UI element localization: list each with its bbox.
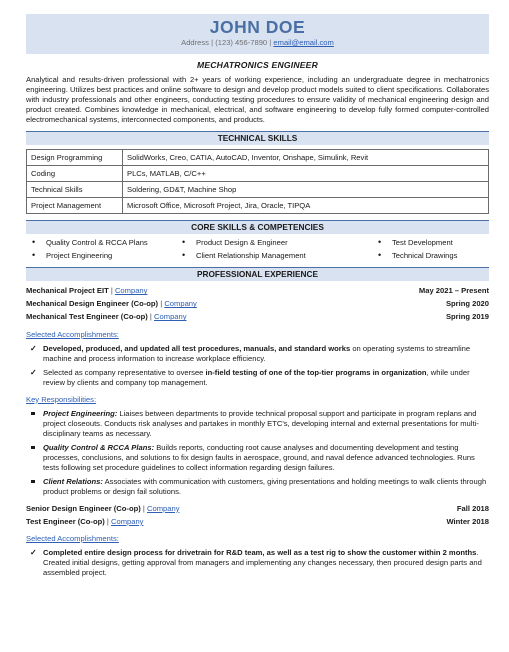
company-link[interactable]: Company <box>114 286 148 296</box>
section-heading-competencies: CORE SKILLS & COMPETENCIES <box>26 220 489 234</box>
list-item: • Project Engineering <box>32 251 182 261</box>
job-title: Mechanical Design Engineer (Co-op) <box>26 299 159 309</box>
skill-label: Technical Skills <box>27 182 123 198</box>
job-date: Winter 2018 <box>446 516 489 526</box>
list-item: • Product Design & Engineer <box>182 238 378 248</box>
key-responsibilities-label: Key Responsibilities: <box>26 394 97 404</box>
job-title: MECHATRONICS ENGINEER <box>196 60 319 70</box>
table-row <box>27 198 489 214</box>
check-icon: ✓ <box>30 547 37 557</box>
accomplishment-bold: Developed, produced, and updated all test procedures, manuals, and standard works <box>43 343 351 353</box>
address: Address <box>181 38 209 47</box>
job-row <box>26 517 489 527</box>
email-link[interactable]: email@email.com <box>273 38 334 47</box>
competencies-list <box>26 238 489 261</box>
separator: | <box>160 299 163 309</box>
technical-skills-table <box>26 149 489 214</box>
job-row <box>26 299 489 309</box>
skill-label: Design Programming <box>27 150 123 166</box>
separator: | <box>142 503 145 513</box>
contact-separator: | <box>269 38 272 47</box>
check-icon: ✓ <box>30 367 37 377</box>
selected-accomplishments-label: Selected Accomplishments: <box>26 329 119 339</box>
job-title: Senior Design Engineer (Co-op) <box>26 503 141 513</box>
responsibility-item <box>26 409 489 439</box>
job-title: Mechanical Test Engineer (Co-op) <box>26 312 148 322</box>
list-item: • Technical Drawings <box>378 251 489 261</box>
skill-value: SolidWorks, Creo, CATIA, AutoCAD, Inventor, Onshape, Simulink, Revit <box>123 150 489 166</box>
list-item: • Test Development <box>378 238 489 248</box>
skill-value: Soldering, GD&T, Machine Shop <box>123 182 489 198</box>
company-link[interactable]: Company <box>154 312 187 322</box>
responsibility-heading: Client Relations: <box>43 476 103 486</box>
accomplishment-item <box>26 368 489 388</box>
separator: | <box>106 516 109 526</box>
job-row <box>26 312 489 322</box>
contact-line <box>26 38 489 48</box>
table-row <box>27 150 489 166</box>
accomplishment-text: . Created initial designs, getting approval from managers and implementing any changes necessary, then procured design parts and assembled project. <box>43 547 482 577</box>
check-icon: ✓ <box>30 343 37 353</box>
list-item: • Client Relationship Management <box>182 251 378 261</box>
accomplishment-text: Selected as company representative to oversee <box>43 367 206 377</box>
company-link[interactable]: Company <box>110 516 144 526</box>
job-group-1 <box>26 286 489 322</box>
responsibility-heading: Quality Control & RCCA Plans: <box>43 442 155 452</box>
job-group-2 <box>26 504 489 527</box>
responsibility-item <box>26 443 489 473</box>
skill-label: Coding <box>27 166 123 182</box>
table-row <box>27 182 489 198</box>
selected-accomplishments-label: Selected Accomplishments: <box>26 533 119 543</box>
skill-value: Microsoft Office, Microsoft Project, Jira, Oracle, TIPQA <box>123 198 489 214</box>
responsibility-text: Associates with communication with customers, giving presentations and holding meetings to walk clients through product problems or design fail solutions. <box>43 476 487 496</box>
accomplishment-bold: in-field testing of one of the top-tier programs in organization <box>205 367 427 377</box>
accomplishment-text: on operating systems to streamline machine and process information to increase workplace efficiency. <box>43 343 471 363</box>
contact-separator: | <box>211 38 214 47</box>
skill-label: Project Management <box>27 198 123 214</box>
resume-page <box>0 14 509 652</box>
accomplishment-item <box>26 344 489 364</box>
summary-paragraph: Analytical and results-driven professional with 2+ years of working experience, including an undergraduate degree in mechatronics engineering. Utilizes best practices and online software to design and develop product models suited to client specifications. Collaborates with industry professionals and other engineers, conducting testing procedures to ensure validity of mechanical engineering design and product created. Combines knowledge in mechanical, electrical, and software engineering to develop fully formed computer-controlled electromechanical systems, interconnected components, and products. <box>26 75 489 125</box>
job-date: Fall 2018 <box>456 503 489 513</box>
phone: (123) 456-7890 <box>215 38 268 47</box>
job-date: Spring 2019 <box>445 312 489 322</box>
responsibility-text: Liaises between departments to provide technical proposal support and participate in program replans and project closeouts. Conducts risk analyses and partakes in monthly ETC's, developing internal and external presentations for multi-disciplinary teams as necessary. <box>43 408 479 438</box>
responsibility-item <box>26 477 489 497</box>
skill-value: PLCs, MATLAB, C/C++ <box>123 166 489 182</box>
job-title: Test Engineer (Co-op) <box>26 516 105 526</box>
section-heading-experience: PROFESSIONAL EXPERIENCE <box>26 267 489 281</box>
responsibility-text: Builds reports, conducting root cause analyses and documenting development and testing processes, conclusions, and solutions to fix design faults in aerospace, ground, and naval defence advanced technologies. Runs tests following set procedure guidelines to collect information regarding design failures. <box>43 442 475 472</box>
job-date: May 2021 – Present <box>418 286 489 296</box>
name-header <box>26 14 489 54</box>
responsibility-heading: Project Engineering: <box>43 408 118 418</box>
accomplishment-item <box>26 548 489 578</box>
list-item: • Quality Control & RCCA Plans <box>32 238 182 248</box>
job-title: Mechanical Project EIT <box>26 286 109 296</box>
accomplishment-text: , while under review by clients and company top management. <box>43 367 470 387</box>
separator: | <box>110 286 113 296</box>
table-row <box>27 166 489 182</box>
company-link[interactable]: Company <box>164 299 197 309</box>
company-link[interactable]: Company <box>147 503 180 513</box>
job-date: Spring 2020 <box>445 299 489 309</box>
job-row <box>26 286 489 296</box>
job-row <box>26 504 489 514</box>
candidate-name: JOHN DOE <box>209 17 306 37</box>
section-heading-technical-skills: TECHNICAL SKILLS <box>26 131 489 145</box>
accomplishment-bold: Completed entire design process for drivetrain for R&D team, as well as a test rig to show the customer within 2 months <box>43 547 477 557</box>
separator: | <box>149 312 152 322</box>
